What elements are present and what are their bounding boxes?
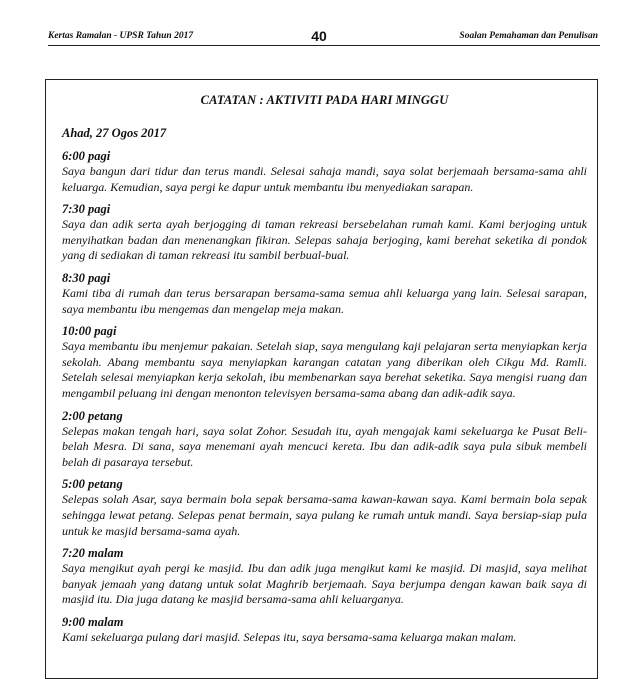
- diary-entry: [62, 408, 587, 471]
- entry-text: Kami sekeluarga pulang dari masjid. Selepas itu, saya bersama-sama keluarga makan malam.: [62, 629, 517, 644]
- diary-entry: [62, 201, 587, 264]
- diary-entry: [62, 148, 587, 195]
- entry-text: Saya membantu ibu menjemur pakaian. Setelah siap, saya mengulang kaji pelajaran serta menyiapkan kerja sekolah. Abang membantu saya menyiapkan karangan catatan yang diberikan oleh Cikgu Md. Ramli. Setelah selesai menyiapkan kerja sekolah, ibu membenarkan saya berehat seketika. Saya mengisi ruang dan mengambil peluang ini dengan menonton televisyen bersama-sama abang dan adik-adik saya.: [62, 339, 587, 400]
- header-section-title: Soalan Pemahaman dan Penulisan: [459, 31, 598, 41]
- entry-text: Saya dan adik serta ayah berjogging di taman rekreasi bersebelahan rumah kami. Kami berjoging untuk menyihatkan badan dan menenangkan fikiran. Selepas sahaja berjoging, kami berehat seketika di pondok yang di sediakan di taman rekreasi itu sambil berbual-bual.: [62, 217, 587, 263]
- entry-time: 5:00 petang: [62, 477, 123, 492]
- page-number: 40: [311, 28, 327, 44]
- diary-entry: [62, 323, 587, 401]
- entry-text: Saya bangun dari tidur dan terus mandi. Selesai sahaja mandi, saya solat berjemaah bersama-sama ahli keluarga. Kemudian, saya pergi ke dapur untuk membantu ibu menyediakan sarapan.: [62, 164, 587, 194]
- header-exam-title: Kertas Ramalan - UPSR Tahun 2017: [48, 31, 194, 41]
- diary-entry: [62, 545, 587, 608]
- page-header: [0, 0, 638, 48]
- entry-text: Selepas makan tengah hari, saya solat Zohor. Sesudah itu, ayah mengajak kami sekeluarga ke Pusat Beli-belah Mesra. Di sana, saya menemani ayah mencuci kereta. Ibu dan adik-adik saya pula sibuk membeli belah di pasaraya tersebut.: [62, 423, 587, 469]
- document-title: CATATAN : AKTIVITI PADA HARI MINGGU: [200, 93, 449, 107]
- entry-text: Kami tiba di rumah dan terus bersarapan bersama-sama semua ahli keluarga yang lain. Selesai sarapan, saya membantu ibu mengemas dan mengelap meja makan.: [62, 285, 587, 316]
- entry-time: 10:00 pagi: [62, 324, 117, 339]
- entry-text: Saya mengikut ayah pergi ke masjid. Ibu dan adik juga mengikut kami ke masjid. Di masjid, saya melihat banyak jemaah yang datang untuk solat Maghrib berjemaah. Saya berjumpa dengan kawan baik saya di masjid itu. Dia juga datang ke masjid bersama-sama ahli keluarganya.: [62, 561, 587, 607]
- entry-text: Selepas solah Asar, saya bermain bola sepak bersama-sama kawan-kawan saya. Kami bermain bola sepak sehingga lewat petang. Selepas penat bermain, saya pulang ke rumah untuk mandi. Saya bersiap-siap pula untuk ke masjid bersama-sama ayah.: [62, 492, 587, 538]
- entry-time: 2:00 petang: [62, 408, 123, 423]
- diary-entry: [62, 270, 587, 317]
- entry-time: 7:30 pagi: [62, 202, 111, 217]
- entry-time: 9:00 malam: [62, 614, 124, 629]
- diary-entry: [62, 476, 587, 539]
- document-date: Ahad, 27 Ogos 2017: [62, 126, 167, 140]
- entry-time: 8:30 pagi: [62, 270, 111, 285]
- header-divider: [48, 45, 600, 46]
- entry-time: 7:20 malam: [62, 546, 124, 561]
- entry-time: 6:00 pagi: [62, 149, 111, 163]
- diary-content: [62, 93, 587, 651]
